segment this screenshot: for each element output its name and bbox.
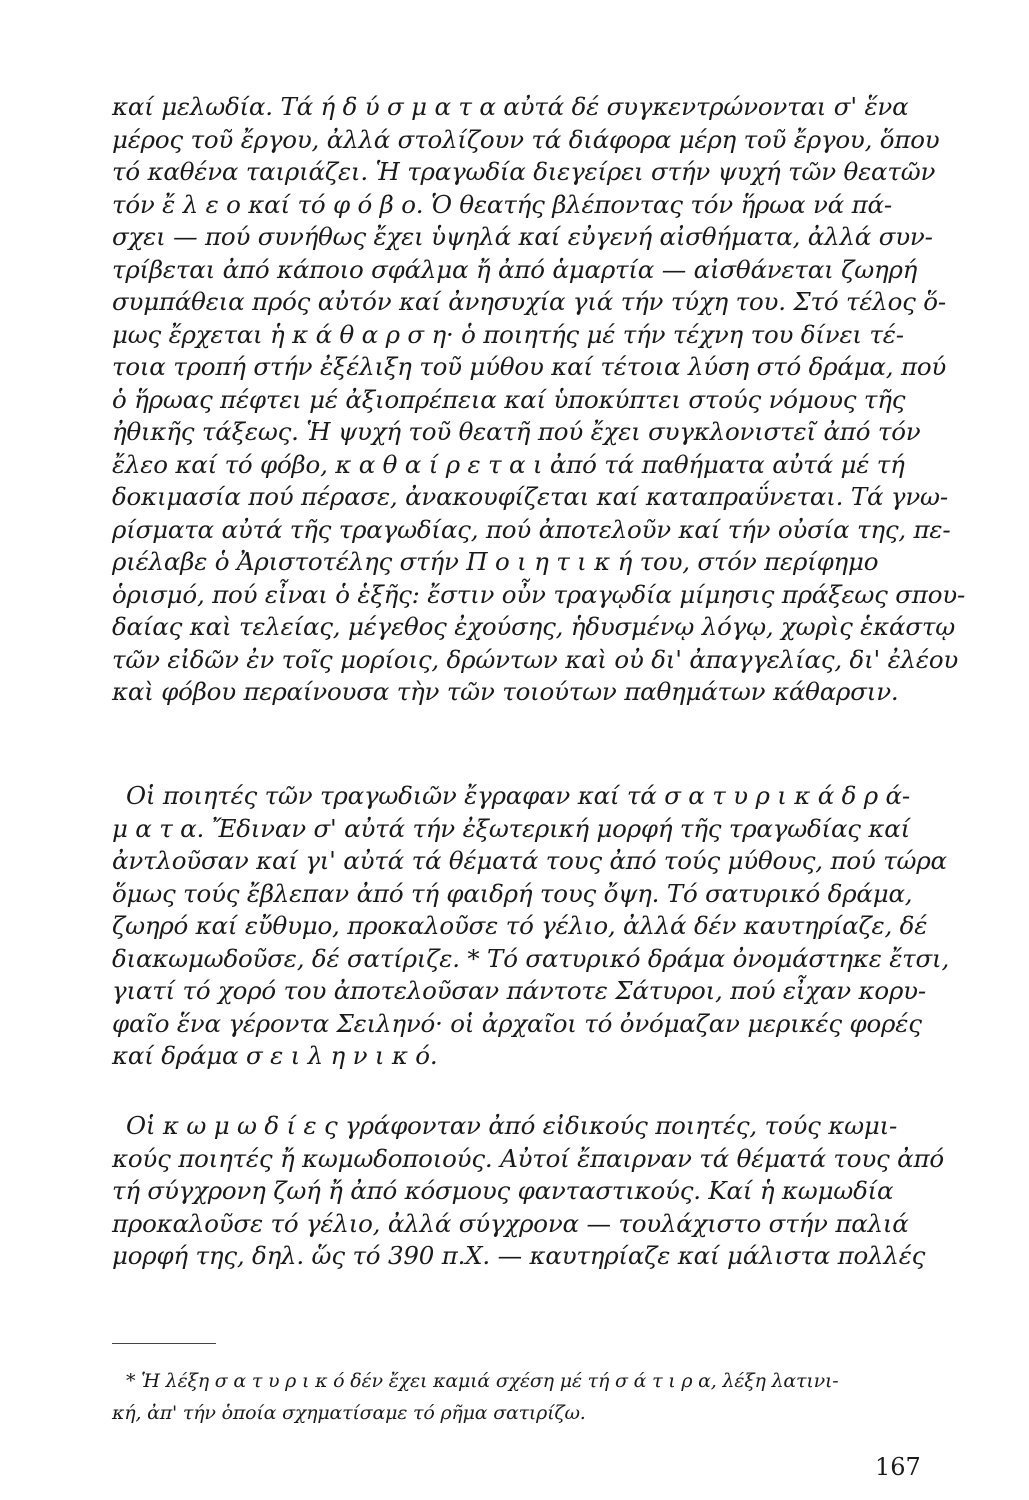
text-line: καί μελωδία. Τά ή δ ύ σ μ α τ α αὐτά δέ συγκεντρώνονται σ' ἕνα <box>112 92 909 121</box>
text-line: μορφή της, δηλ. ὥς τό 390 π.Χ. — καυτηρίαζε καί μάλιστα πολλές <box>112 1241 926 1270</box>
footnote <box>112 1365 912 1429</box>
text-line: τόν ἔ λ ε ο καί τό φ ό β ο. Ὁ θεατής βλέποντας τόν ἥρωα νά πά- <box>112 189 892 219</box>
text-line: δοκιμασία πού πέρασε, ἀνακουφίζεται καί καταπραΰνεται. Τά γνω- <box>112 482 948 511</box>
paragraph-tragedy <box>112 91 966 709</box>
text-line: σχει — πού συνήθως ἔχει ὑψηλά καί εὐγενή αἰσθήματα, ἀλλά συν- <box>112 222 933 251</box>
text-line: Οἱ ποιητές τῶν τραγωδιῶν ἔγραφαν καί τά σ α τ υ ρ ι κ ά δ ρ ά- <box>126 781 910 810</box>
text-line: Οἱ κ ω μ ω δ ί ε ς γράφονταν ἀπό εἰδικούς ποιητές, τούς κωμι- <box>126 1111 898 1140</box>
footnote-line: κή, ἀπ' τήν ὁποία σχηματίσαμε τό ρῆμα σατιρίζω. <box>112 1402 586 1424</box>
text-line: κούς ποιητές ἤ κωμωδοποιούς. Αὐτοί ἔπαιρναν τά θέματά τους ἀπό <box>112 1143 944 1173</box>
text-line: συμπάθεια πρός αὐτόν καί ἀνησυχία γιά τήν τύχη του. Στό τέλος ὅ- <box>112 287 946 316</box>
paragraph-comedy <box>112 1110 944 1273</box>
paragraph-satyr-play <box>112 780 950 1073</box>
text-line: ριέλαβε ὁ Ἀριστοτέλης στήν Π ο ι η τ ι κ ή του, στόν περίφημο <box>112 547 879 576</box>
text-line: ὅμως τούς ἔβλεπαν ἀπό τή φαιδρή τους ὄψη. Τό σατυρικό δράμα, <box>112 878 913 908</box>
text-line: ρίσματα αὐτά τῆς τραγωδίας, πού ἀποτελοῦν καί τήν οὐσία της, πε- <box>112 514 951 544</box>
text-line: μέρος τοῦ ἔργου, ἀλλά στολίζουν τά διάφορα μέρη τοῦ ἔργου, ὅπου <box>112 124 940 154</box>
text-line: καὶ φόβου περαίνουσα τὴν τῶν τοιούτων παθημάτων κάθαρσιν. <box>112 677 899 706</box>
page-number: 167 <box>875 1453 921 1481</box>
text-line: καί δράμα σ ε ι λ η ν ι κ ό. <box>112 1041 438 1070</box>
footnote-divider <box>112 1343 216 1344</box>
text-line: μ α τ α. Ἔδιναν σ' αὐτά τήν ἐξωτερική μορφή τῆς τραγωδίας καί <box>112 813 911 843</box>
text-line: φαῖο ἕνα γέροντα Σειληνό· οἱ ἀρχαῖοι τό ὀνόμαζαν μερικές φορές <box>112 1008 922 1038</box>
text-line: ἔλεο καί τό φόβο, κ α θ α ί ρ ε τ α ι ἀπό τά παθήματα αὐτά μέ τή <box>112 449 905 479</box>
text-line: ἠθικῆς τάξεως. Ἡ ψυχή τοῦ θεατῆ πού ἔχει συγκλονιστεῖ ἀπό τόν <box>112 417 921 446</box>
text-line: τῶν εἰδῶν ἐν τοῖς μορίοις, δρώντων καὶ οὐ δι' ἀπαγγελίας, δι' ἐλέου <box>112 644 959 674</box>
text-line: δαίας καὶ τελείας, μέγεθος ἐχούσης, ἡδυσμένῳ λόγῳ, χωρὶς ἑκάστῳ <box>112 612 955 641</box>
text-line: γιατί τό χορό του ἀποτελοῦσαν πάντοτε Σάτυροι, πού εἶχαν κορυ- <box>112 976 926 1005</box>
text-line: τή σύγχρονη ζωή ἤ ἀπό κόσμους φανταστικούς. Καί ἡ κωμωδία <box>112 1176 894 1205</box>
footnote-line: * Ἡ λέξη σ α τ υ ρ ι κ ό δέν ἔχει καμιά σχέση μέ τή σ ά τ ι ρ α, λέξη λατινι- <box>126 1370 839 1392</box>
text-line: τό καθένα ταιριάζει. Ἡ τραγωδία διεγείρει στήν ψυχή τῶν θεατῶν <box>112 157 936 186</box>
text-line: ζωηρό καί εὔθυμο, προκαλοῦσε τό γέλιο, ἀλλά δέν καυτηρίαζε, δέ <box>112 911 928 940</box>
text-line: ἀντλοῦσαν καί γι' αὐτά τά θέματά τους ἀπό τούς μύθους, πού τώρα <box>112 846 947 875</box>
text-line: τοια τροπή στήν ἐξέλιξη τοῦ μύθου καί τέτοια λύση στό δράμα, πού <box>112 352 947 381</box>
text-line: προκαλοῦσε τό γέλιο, ἀλλά σύγχρονα — τουλάχιστο στήν παλιά <box>112 1208 909 1238</box>
text-line: μως ἔρχεται ἡ κ ά θ α ρ σ η· ὁ ποιητής μέ τήν τέχνη του δίνει τέ- <box>112 319 904 349</box>
text-line: διακωμωδοῦσε, δέ σατίριζε. * Τό σατυρικό δράμα ὀνομάστηκε ἔτσι, <box>112 943 950 973</box>
text-line: ὁρισμό, πού εἶναι ὁ ἑξῆς: ἔστιν οὖν τραγῳδία μίμησις πράξεως σπου- <box>112 579 966 609</box>
text-line: ὁ ἥρωας πέφτει μέ ἀξιοπρέπεια καί ὑποκύπτει στούς νόμους τῆς <box>112 384 906 414</box>
text-line: τρίβεται ἀπό κάποιο σφάλμα ἤ ἀπό ἁμαρτία — αἰσθάνεται ζωηρή <box>112 254 918 284</box>
